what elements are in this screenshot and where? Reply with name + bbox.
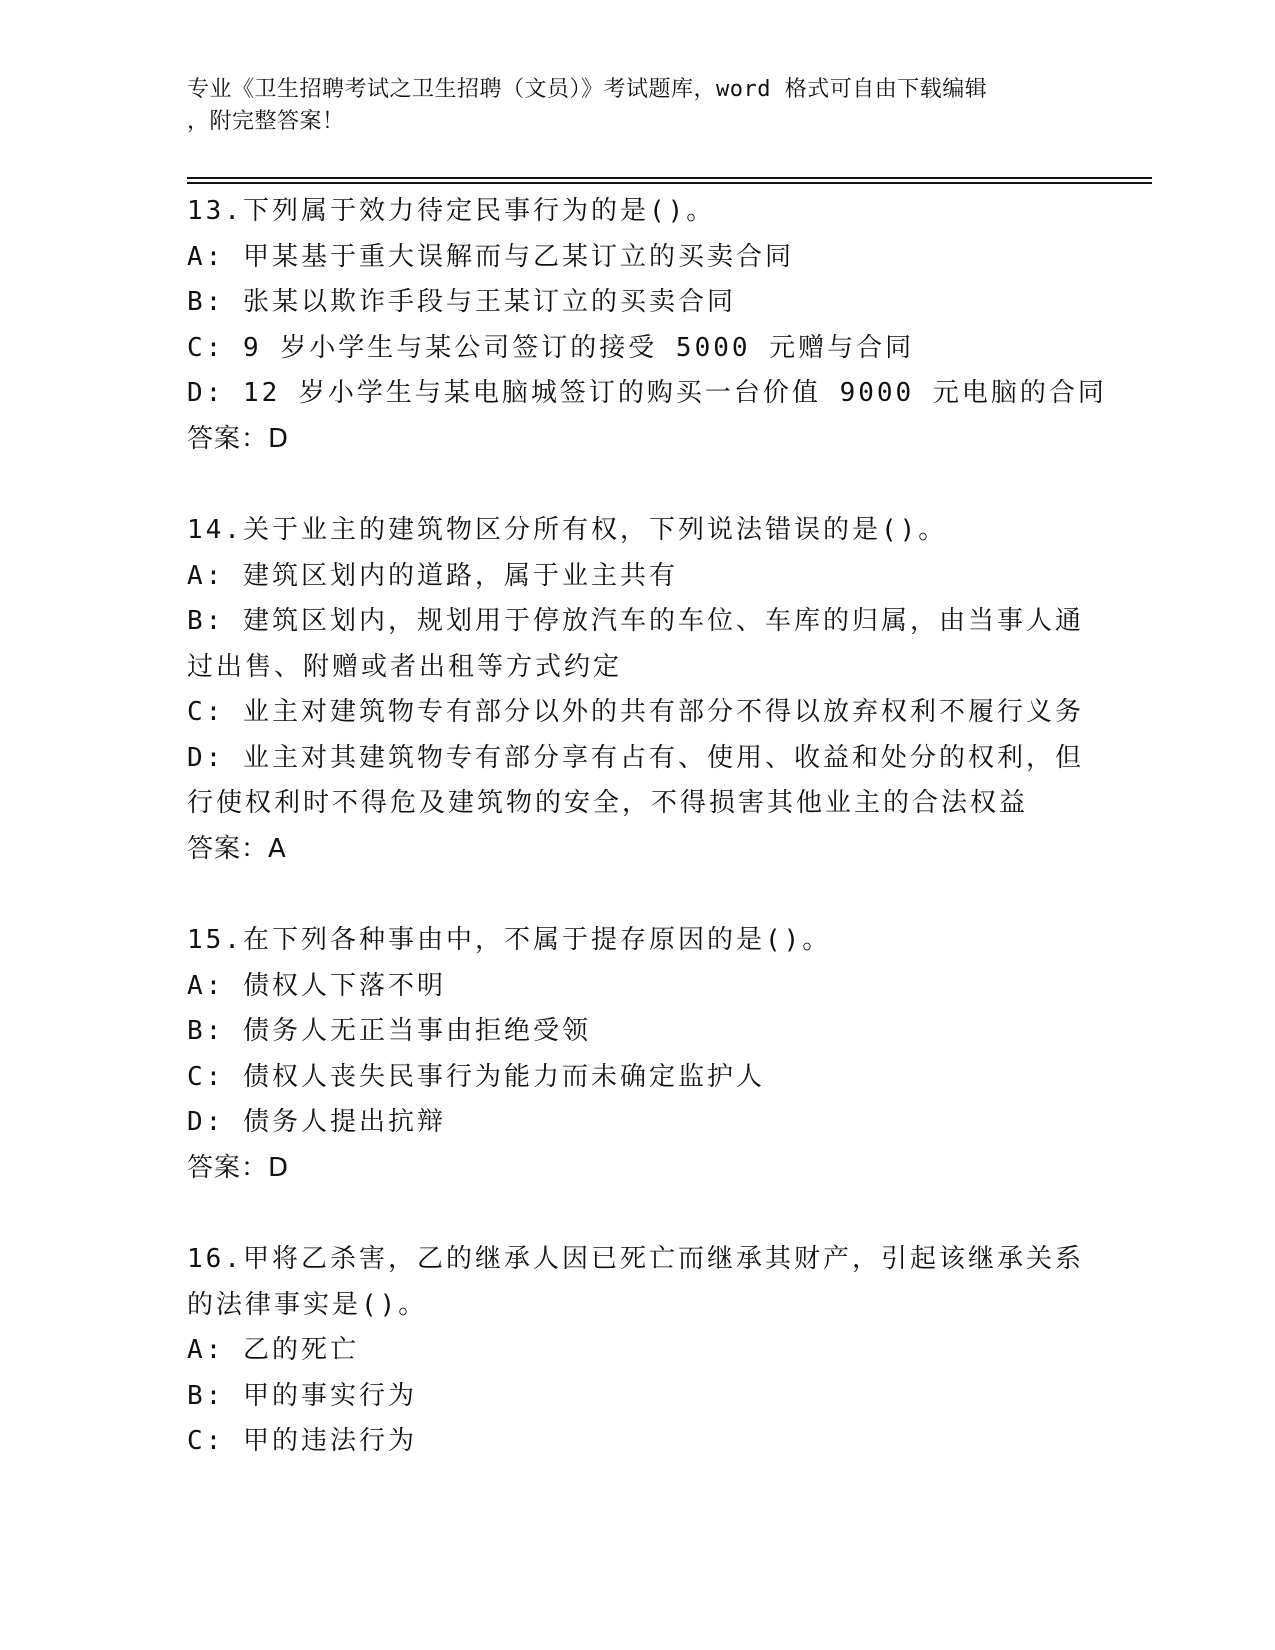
question-block (187, 508, 1084, 872)
question-block (187, 189, 1107, 462)
question-option: B: 张某以欺诈手段与王某订立的买卖合同 (187, 287, 736, 317)
question-option: A: 债权人下落不明 (187, 970, 446, 1001)
header-rule-bottom (187, 182, 1152, 184)
question-block (187, 918, 1077, 1191)
question-answer: 答案：D (187, 1152, 290, 1183)
question-option: D: 业主对其建筑物专有部分享有占有、使用、收益和处分的权利，但 (187, 742, 1084, 773)
header-rule-top (187, 177, 1152, 179)
header-line-2: ，附完整答案！ (187, 109, 345, 134)
question-option: 行使权利时不得危及建筑物的安全，不得损害其他业主的合法权益 (187, 788, 1029, 818)
question-option: C: 业主对建筑物专有部分以外的共有部分不得以放弃权利不履行义务 (187, 697, 1084, 727)
question-option: C: 甲的违法行为 (187, 1426, 417, 1456)
document-header (187, 74, 1067, 138)
question-option: B: 建筑区划内，规划用于停放汽车的车位、车库的归属，由当事人通 (187, 606, 1084, 636)
question-option: B: 债务人无正当事由拒绝受领 (187, 1016, 591, 1046)
question-option: A: 乙的死亡 (187, 1335, 359, 1365)
question-answer: 答案：A (187, 833, 287, 864)
question-option: B: 甲的事实行为 (187, 1380, 417, 1411)
question-stem: 13.下列属于效力待定民事行为的是()。 (187, 196, 716, 226)
question-option: 过出售、附赠或者出租等方式约定 (187, 651, 623, 682)
question-option: D: 债务人提出抗辩 (187, 1107, 446, 1137)
question-option: D: 12 岁小学生与某电脑城签订的购买一台价值 9000 元电脑的合同 (187, 378, 1107, 408)
question-stem: 16.甲将乙杀害，乙的继承人因已死亡而继承其财产，引起该继承关系 (187, 1244, 1084, 1274)
question-stem: 14.关于业主的建筑物区分所有权，下列说法错误的是()。 (187, 515, 948, 545)
header-line-1: 专业《卫生招聘考试之卫生招聘（文员）》考试题库，word 格式可自由下载编辑 (187, 77, 988, 102)
question-answer: 答案：D (187, 423, 290, 454)
question-block (187, 1237, 1084, 1465)
question-option: C: 9 岁小学生与某公司签订的接受 5000 元赠与合同 (187, 332, 915, 363)
question-stem: 的法律事实是()。 (187, 1289, 428, 1320)
question-option: A: 建筑区划内的道路，属于业主共有 (187, 560, 678, 591)
question-option: C: 债权人丧失民事行为能力而未确定监护人 (187, 1061, 765, 1092)
question-list (187, 189, 1107, 1511)
question-stem: 15.在下列各种事由中，不属于提存原因的是()。 (187, 925, 832, 955)
question-option: A: 甲某基于重大误解而与乙某订立的买卖合同 (187, 241, 794, 272)
